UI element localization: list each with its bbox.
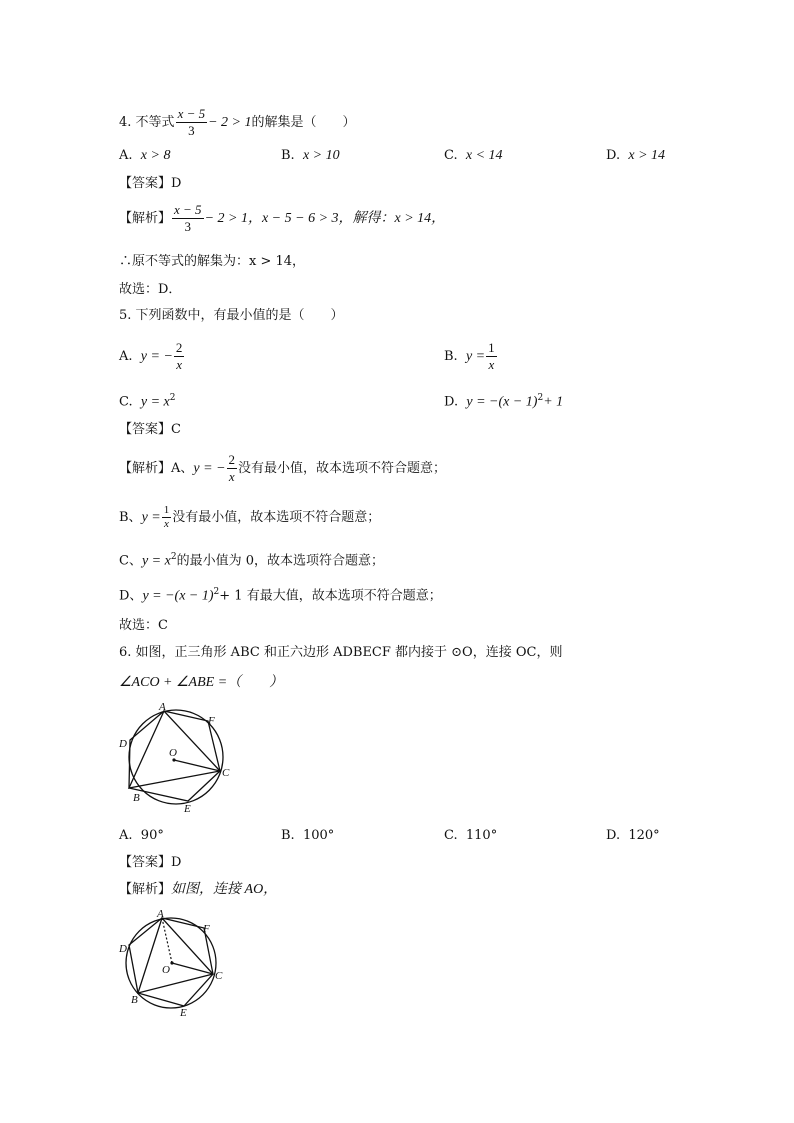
q4-frac-num: x − 5 bbox=[177, 106, 206, 121]
q5-analysis-d: D、$y = -(x - 1)^2+ 1$ 有最大值，故本选项不符合题意； bbox=[119, 587, 442, 604]
label-b-2: B bbox=[131, 994, 138, 1006]
q4-frac-den: 3 bbox=[188, 123, 195, 138]
label-b: B bbox=[133, 792, 140, 804]
label-e: E bbox=[184, 803, 191, 815]
label-o: O bbox=[169, 747, 177, 759]
q4-option-b: B. x > 10 bbox=[281, 148, 340, 163]
q4-fraction bbox=[176, 106, 208, 139]
q4-stem-mid: − 2 > 1 bbox=[208, 115, 252, 130]
q5-analysis-b: B、y = $\frac{1}{x}$ 没有最小值，故本选项不符合题意； bbox=[119, 504, 381, 530]
q5-option-b: B. y = $\frac{1}{x}$ bbox=[444, 340, 495, 372]
q4-stem bbox=[119, 106, 356, 139]
q4-option-a: A. x > 8 bbox=[119, 148, 171, 163]
q4-answer: 【答案】D bbox=[119, 176, 182, 191]
q4-option-c: C. x < 14 bbox=[444, 148, 503, 163]
q5-analysis-c: C、$y = x^2$的最小值为 0，故本选项符合题意； bbox=[119, 552, 384, 569]
label-a-2: A bbox=[157, 908, 164, 920]
label-c: C bbox=[222, 767, 230, 779]
label-d: D bbox=[119, 738, 127, 750]
q5-analysis-a: 【解析】A、y = − $\frac{2}{x}$ 没有最小值，故本选项不符合题意； bbox=[119, 452, 447, 484]
q6-option-a: A. 90° bbox=[119, 828, 164, 843]
q5-final: 故选：C bbox=[119, 618, 168, 633]
segment-oc bbox=[174, 760, 220, 771]
label-o-2: O bbox=[162, 964, 170, 976]
label-f-2: F bbox=[203, 923, 210, 935]
q4-option-d: D. x > 14 bbox=[606, 148, 666, 163]
q5-option-c: C. $y = x^2$ bbox=[119, 393, 176, 410]
q6-answer: 【答案】D bbox=[119, 855, 182, 870]
q5-option-a: A. y = − $\frac{2}{x}$ bbox=[119, 340, 183, 372]
q5-option-d: D. $y = -(x - 1)^2+ 1$ bbox=[444, 393, 564, 410]
q4-final: 故选：D． bbox=[119, 282, 182, 297]
q6-solution-figure bbox=[116, 905, 226, 1020]
q5-stem: 5. 下列函数中，有最小值的是（ ） bbox=[119, 308, 344, 323]
segment-oc-2 bbox=[172, 963, 213, 974]
q6-analysis: 【解析】如图，连接 AO， bbox=[119, 882, 278, 897]
q6-figure bbox=[116, 700, 236, 815]
q6-option-b: B. 100° bbox=[281, 828, 335, 843]
q5-answer: 【答案】C bbox=[119, 422, 181, 437]
q6-stem-line1: 6. 如图，正三角形 ABC 和正六边形 ADBECF 都内接于 ⊙O，连接 OC，则 bbox=[119, 645, 563, 660]
label-d-2: D bbox=[119, 943, 127, 955]
q6-option-c: C. 110° bbox=[444, 828, 498, 843]
label-e-2: E bbox=[180, 1007, 187, 1019]
q4-analysis: 【解析】 $\frac{x - 5}{3}$ − 2 > 1，x − 5 − 6 > 3，解得：x > 14， bbox=[119, 202, 446, 234]
label-c-2: C bbox=[215, 970, 223, 982]
q4-stem-pre: 不等式 bbox=[135, 115, 175, 130]
label-a: A bbox=[159, 701, 166, 713]
q6-stem-line2: ∠ACO + ∠ABE =（ ） bbox=[119, 675, 284, 690]
label-f: F bbox=[208, 715, 215, 727]
segment-ao-dashed bbox=[162, 918, 172, 963]
q6-option-d: D. 120° bbox=[606, 828, 660, 843]
q4-stem-post: 的解集是（ ） bbox=[251, 115, 356, 130]
center-o-dot-2 bbox=[170, 961, 173, 964]
q4-conclusion: ∴原不等式的解集为：x > 14， bbox=[119, 254, 306, 269]
q4-number: 4. bbox=[119, 115, 132, 130]
